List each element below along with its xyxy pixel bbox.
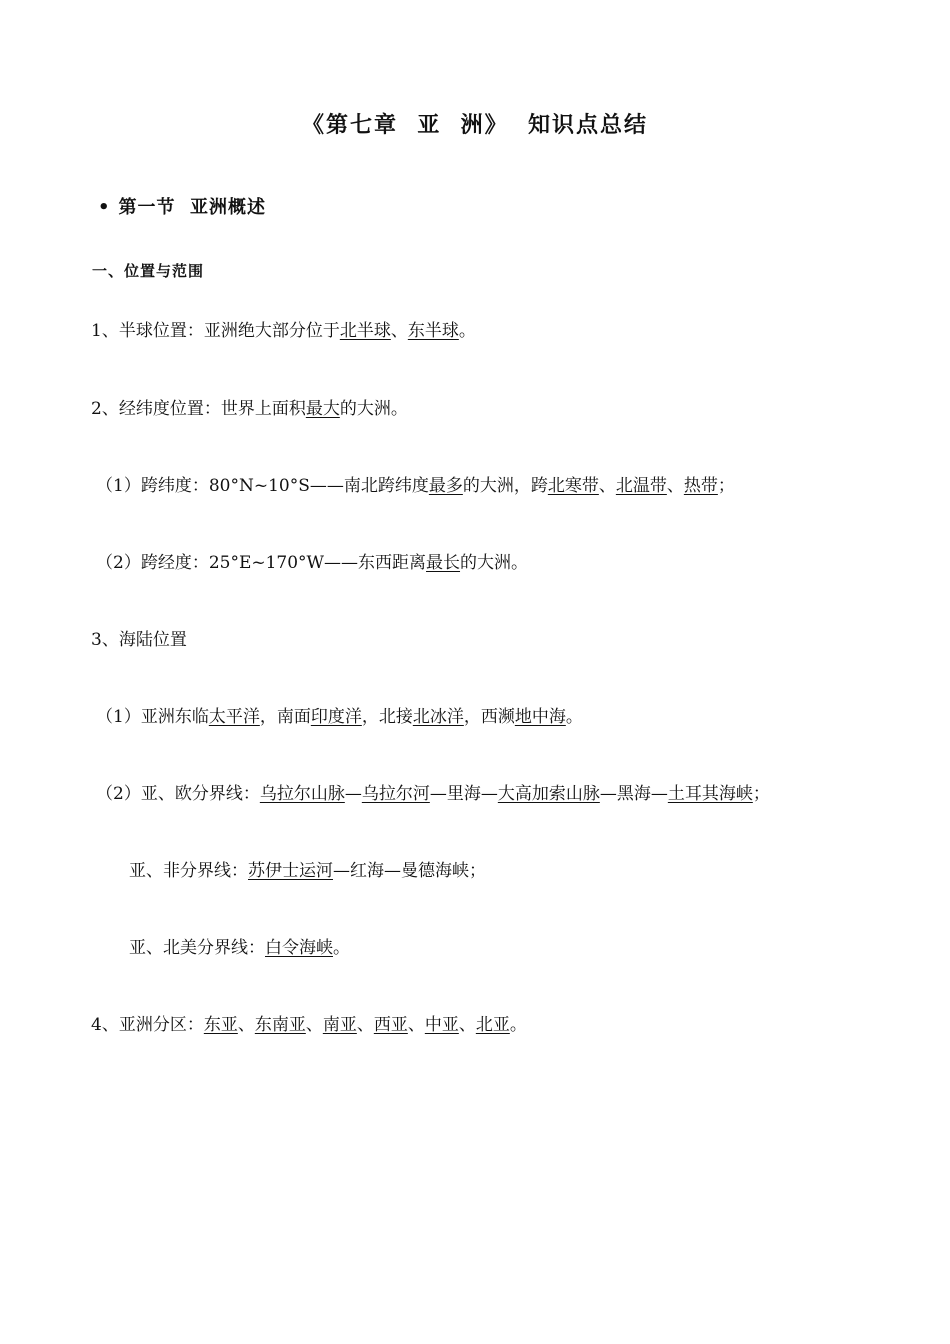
underlined-answer: 东半球 (407, 321, 459, 341)
text-run: （2）亚、欧分界线： (96, 784, 260, 804)
text-run: （2）跨经度：25°E~170°W——东西距离 (96, 553, 427, 573)
underlined-answer: 乌拉尔山脉 (259, 784, 345, 804)
underlined-answer: 土耳其海峡 (667, 784, 753, 804)
text-run: 的大洲。 (460, 553, 529, 573)
text-run: ，西濒 (463, 707, 515, 727)
text-run: 4、亚洲分区： (91, 1015, 204, 1035)
text-run: —里海— (429, 784, 498, 804)
bullet-icon: • (98, 197, 111, 218)
text-line-2 (91, 397, 408, 421)
text-run: ，南面 (259, 707, 311, 727)
text-run: 、 (598, 476, 616, 496)
text-run: （1）亚洲东临 (96, 707, 209, 727)
text-run: 、 (666, 476, 684, 496)
text-run: —红海—曼德海峡； (333, 861, 486, 881)
underlined-answer: 苏伊士运河 (248, 861, 333, 881)
text-run: 亚、非分界线： (129, 861, 248, 881)
text-line-3 (96, 474, 735, 498)
underlined-answer: 太平洋 (208, 707, 260, 727)
text-line-7 (96, 782, 770, 806)
text-run: ，北接 (361, 707, 413, 727)
page-title: 《第七章 亚 洲》 知识点总结 (302, 113, 648, 138)
text-line-10 (91, 1013, 527, 1037)
text-run: —黑海— (599, 784, 668, 804)
text-line-4 (96, 551, 528, 575)
text-run: 。 (458, 321, 476, 341)
underlined-answer: 印度洋 (310, 707, 362, 727)
text-run: 。 (565, 707, 583, 727)
text-run: 3、海陆位置 (91, 630, 187, 650)
underlined-answer: 北温带 (615, 476, 667, 496)
text-run: ； (717, 476, 735, 496)
underlined-answer: 北寒带 (547, 476, 599, 496)
underlined-answer: 北亚 (475, 1015, 510, 1035)
underlined-answer: 北半球 (339, 321, 391, 341)
underlined-answer: 热带 (683, 476, 718, 496)
text-run: 。 (333, 938, 350, 958)
text-run: 、 (356, 1015, 374, 1035)
text-line-9 (129, 936, 350, 960)
underlined-answer: 最多 (428, 476, 463, 496)
text-run: 亚、北美分界线： (129, 938, 265, 958)
underlined-answer: 白令海峡 (265, 938, 333, 958)
text-run: 、 (407, 1015, 425, 1035)
text-run: 1、半球位置：亚洲绝大部分位于 (91, 321, 340, 341)
text-line-8 (129, 859, 486, 883)
text-line-6 (96, 705, 583, 729)
text-run: 2、经纬度位置：世界上面积 (91, 399, 306, 419)
text-run: 、 (237, 1015, 255, 1035)
underlined-answer: 大高加索山脉 (497, 784, 600, 804)
text-run: — (344, 784, 362, 804)
text-line-5 (91, 628, 187, 652)
text-run: ； (752, 784, 770, 804)
underlined-answer: 最长 (426, 553, 461, 573)
text-run: 的大洲。 (339, 399, 408, 419)
underlined-answer: 东亚 (203, 1015, 238, 1035)
subsection-heading: 一、位置与范围 (92, 262, 205, 280)
text-run: 。 (509, 1015, 527, 1035)
section-heading-label: 第一节 亚洲概述 (118, 197, 267, 218)
underlined-answer: 最大 (305, 399, 340, 419)
text-run: 、 (305, 1015, 323, 1035)
underlined-answer: 北冰洋 (412, 707, 464, 727)
underlined-answer: 西亚 (373, 1015, 408, 1035)
text-run: 的大洲，跨 (462, 476, 548, 496)
text-run: 、 (390, 321, 408, 341)
underlined-answer: 东南亚 (254, 1015, 306, 1035)
underlined-answer: 中亚 (424, 1015, 459, 1035)
text-line-1 (91, 319, 476, 343)
underlined-answer: 地中海 (514, 707, 566, 727)
text-run: （1）跨纬度：80°N~10°S——南北跨纬度 (96, 476, 429, 496)
section-heading (98, 193, 266, 219)
text-run: 、 (458, 1015, 476, 1035)
underlined-answer: 南亚 (322, 1015, 357, 1035)
underlined-answer: 乌拉尔河 (361, 784, 430, 804)
